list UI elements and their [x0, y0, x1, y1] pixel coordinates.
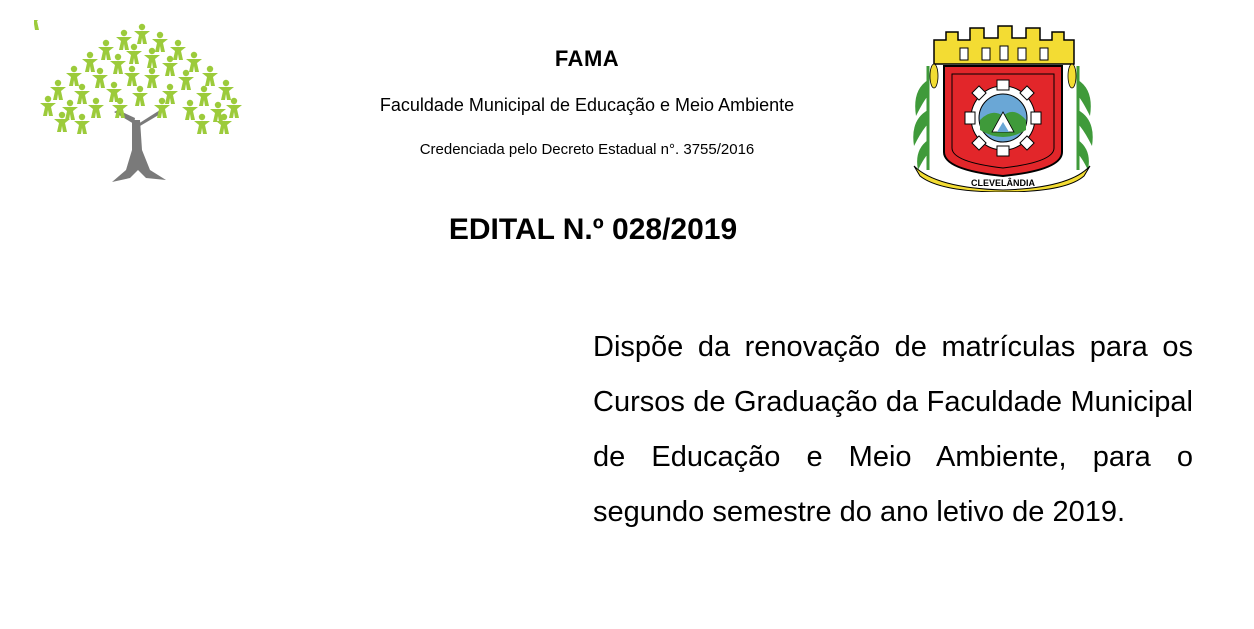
institution-acronym: FAMA — [554, 46, 620, 71]
accreditation-line: Credenciada pelo Decreto Estadual n°. 3755/2016 — [419, 141, 755, 158]
edital-title: EDITAL N.º 028/2019 — [448, 213, 738, 246]
crest-corn-left — [913, 64, 938, 170]
clevelandia-coat-of-arms — [906, 20, 1096, 192]
edital-summary: Dispõe da renovação de matrículas para os Cursos de Graduação da Faculdade Municipal de Educação e Meio Ambiente, para o segundo semestre do ano letivo de 2019. — [593, 331, 1193, 528]
institution-full-name: Faculdade Municipal de Educação e Meio Ambiente — [379, 95, 795, 115]
crest-crown — [934, 26, 1074, 64]
tree-canopy — [34, 20, 242, 134]
crest-ribbon-text: CLEVELÂNDIA — [970, 178, 1036, 188]
crest-corn-right — [1068, 64, 1093, 170]
crest-shield — [944, 66, 1062, 176]
